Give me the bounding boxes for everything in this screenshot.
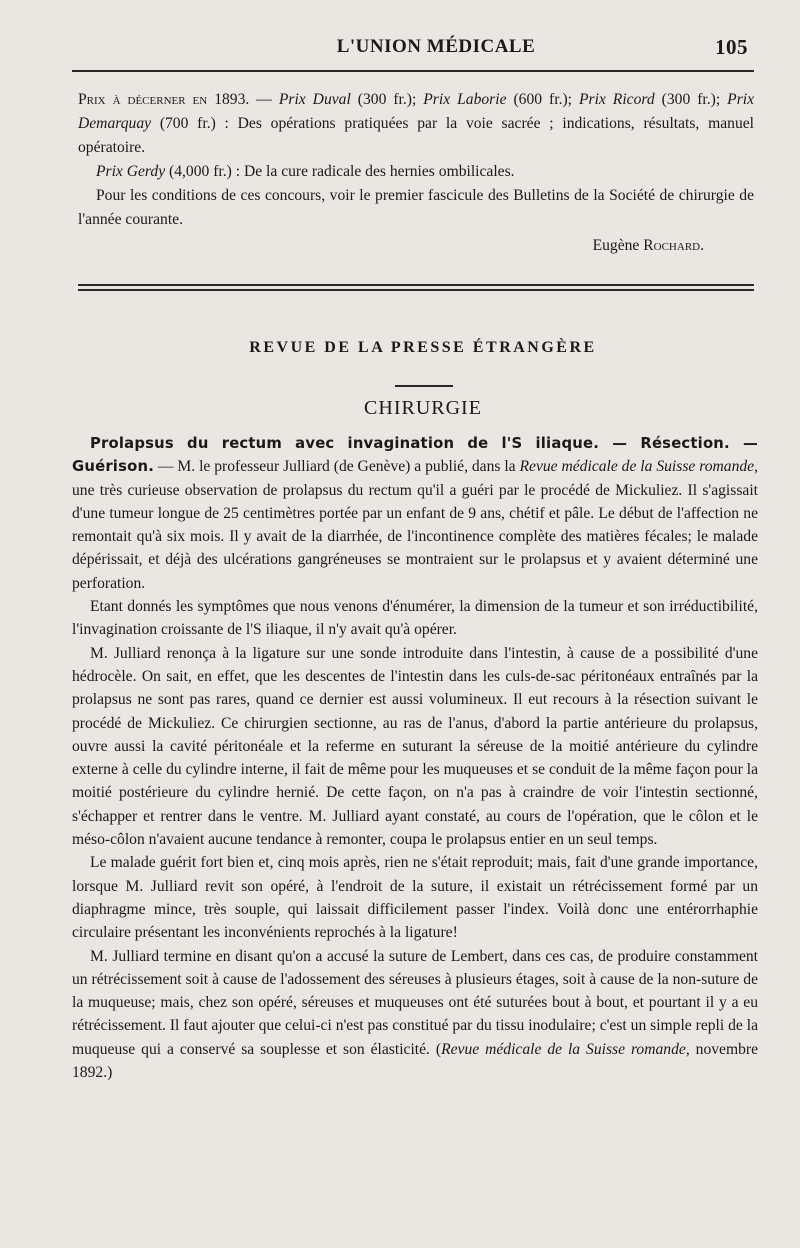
page-header [78,30,754,64]
section-subtitle: CHIRURGIE [364,397,482,419]
prize-gerdy: Prix Gerdy [96,163,166,180]
section-title: REVUE DE LA PRESSE ÉTRANGÈRE [249,339,597,356]
article-title: Prolapsus du rectum avec invagination de l'S iliaque. — Résection. — Guérison. [72,435,758,476]
prize-laborie: Prix Laborie [423,91,507,108]
signature: Eugène Rochard. [592,237,704,254]
prize-label: Prix à décerner en [78,91,208,108]
prize-duval: Prix Duval [278,91,351,108]
journal-name: Revue médicale de la Suisse romande [519,458,755,476]
section-divider [78,284,754,291]
journal-citation: Revue médicale de la Suisse romande [441,1040,686,1058]
announcement-paragraph-2: Prix Gerdy (4,000 fr.) : De la cure radicale des hernies ombilicales. [96,163,515,180]
page-number: 105 [715,35,748,59]
article [72,432,758,1084]
article-paragraph-5: M. Julliard termine en disant qu'on a accusé la suture de Lembert, dans ces cas, de produire constamment un rétrécissement soit à cause de l'adossement des séreuses à plusieurs étages, soit à cause de la non-suture de la muqueuse; mais, chez son opéré, séreuses et muqueuses ont été suturées bout à bout, et pourtant il y a eu rétrécissement. Il faut ajouter que celui-ci n'est pas constitué par du tissu inodulaire; c'est un simple repli de la muqueuse qui a conservé sa souplesse et son élasticité. (Revue médicale de la Suisse romande, novembre 1892.) [72,947,758,1082]
prize-demarquay: Prix Demarquay [78,91,755,132]
prize-ricord: Prix Ricord [578,91,655,108]
announcement-paragraph-1: Prix à décerner en 1893. — Prix Duval (300 fr.); Prix Laborie (600 fr.); Prix Ricord (300 fr.); Prix Demarquay (700 fr.) : Des opérations pratiquées par la voie sacrée ; indications, résultats, manuel opératoire. [78,91,755,156]
article-paragraph-4: Le malade guérit fort bien et, cinq mois après, rien ne s'était reproduit; mais, fait d'une grande importance, lorsque M. Julliard revit son opéré, à l'endroit de la suture, il existait un rétrécissement formé par un diaphragme mince, très souple, qui laissait difficilement passer l'index. Voilà donc une entérorrhaphie circulaire présentant les inconvénients reprochés à la ligature! [72,854,758,942]
running-title: L'UNION MÉDICALE [336,36,536,57]
section-ornament-rule [395,385,453,387]
article-paragraph-2: Etant donnés les symptômes que nous venons d'énumérer, la dimension de la tumeur et son irréductibilité, l'invagination croissante de l'S iliaque, il n'y avait qu'à opérer. [72,598,758,639]
article-paragraph-3: M. Julliard renonça à la ligature sur une sonde introduite dans l'intestin, à cause de a possibilité d'une hédrocèle. On sait, en effet, que les descentes de l'intestin dans les culs-de-sac péritonéaux entraînés par la prolapsus ne sont pas rares, quand ce dernier est aussi volumineux. Il eut recours à la résection suivant le procédé de Mickuliez. Ce chirurgien sectionne, au ras de l'anus, d'abord la partie antérieure du prolapsus, ouvre aussi la cavité péritonéale et la referme en suturant la séreuse de la moitié antérieure du cylindre externe à celle du cylindre interne, il fait de même pour les muqueuses et se conduit de la même façon pour la moitié postérieure du cylindre hernié. De cette façon, on n'a pas à craindre de voir l'intestin sectionné, s'échapper et rentrer dans le ventre. M. Julliard ayant constaté, au cours de l'opération, que le côlon et le méso-côlon n'avaient aucune tendance à remonter, coupa le prolapsus entier en un seul temps. [72,644,758,849]
prize-announcement [78,88,754,258]
header-rule [72,70,754,72]
article-paragraph-1: Prolapsus du rectum avec invagination de l'S iliaque. — Résection. — Guérison. — M. le professeur Julliard (de Genève) a publié, dans la Revue médicale de la Suisse romande, une très curieuse observation de prolapsus du rectum qu'il a guéri par le procédé de Mickuliez. Il s'agissait d'une tumeur longue de 25 centimètres portée par un enfant de 9 ans, chétif et pâle. Le début de l'affection ne remontait qu'à six mois. Il y avait de la diarrhée, de l'incontinence complète des matières fécales; le malade dépérissait, et déjà des ulcérations gangréneuses se montraient sur le prolapsus et y avaient déterminé une perforation. [72,435,758,592]
announcement-paragraph-3: Pour les conditions de ces concours, voir le premier fascicule des Bulletins de la Société de chirurgie de l'année courante. [78,187,754,228]
